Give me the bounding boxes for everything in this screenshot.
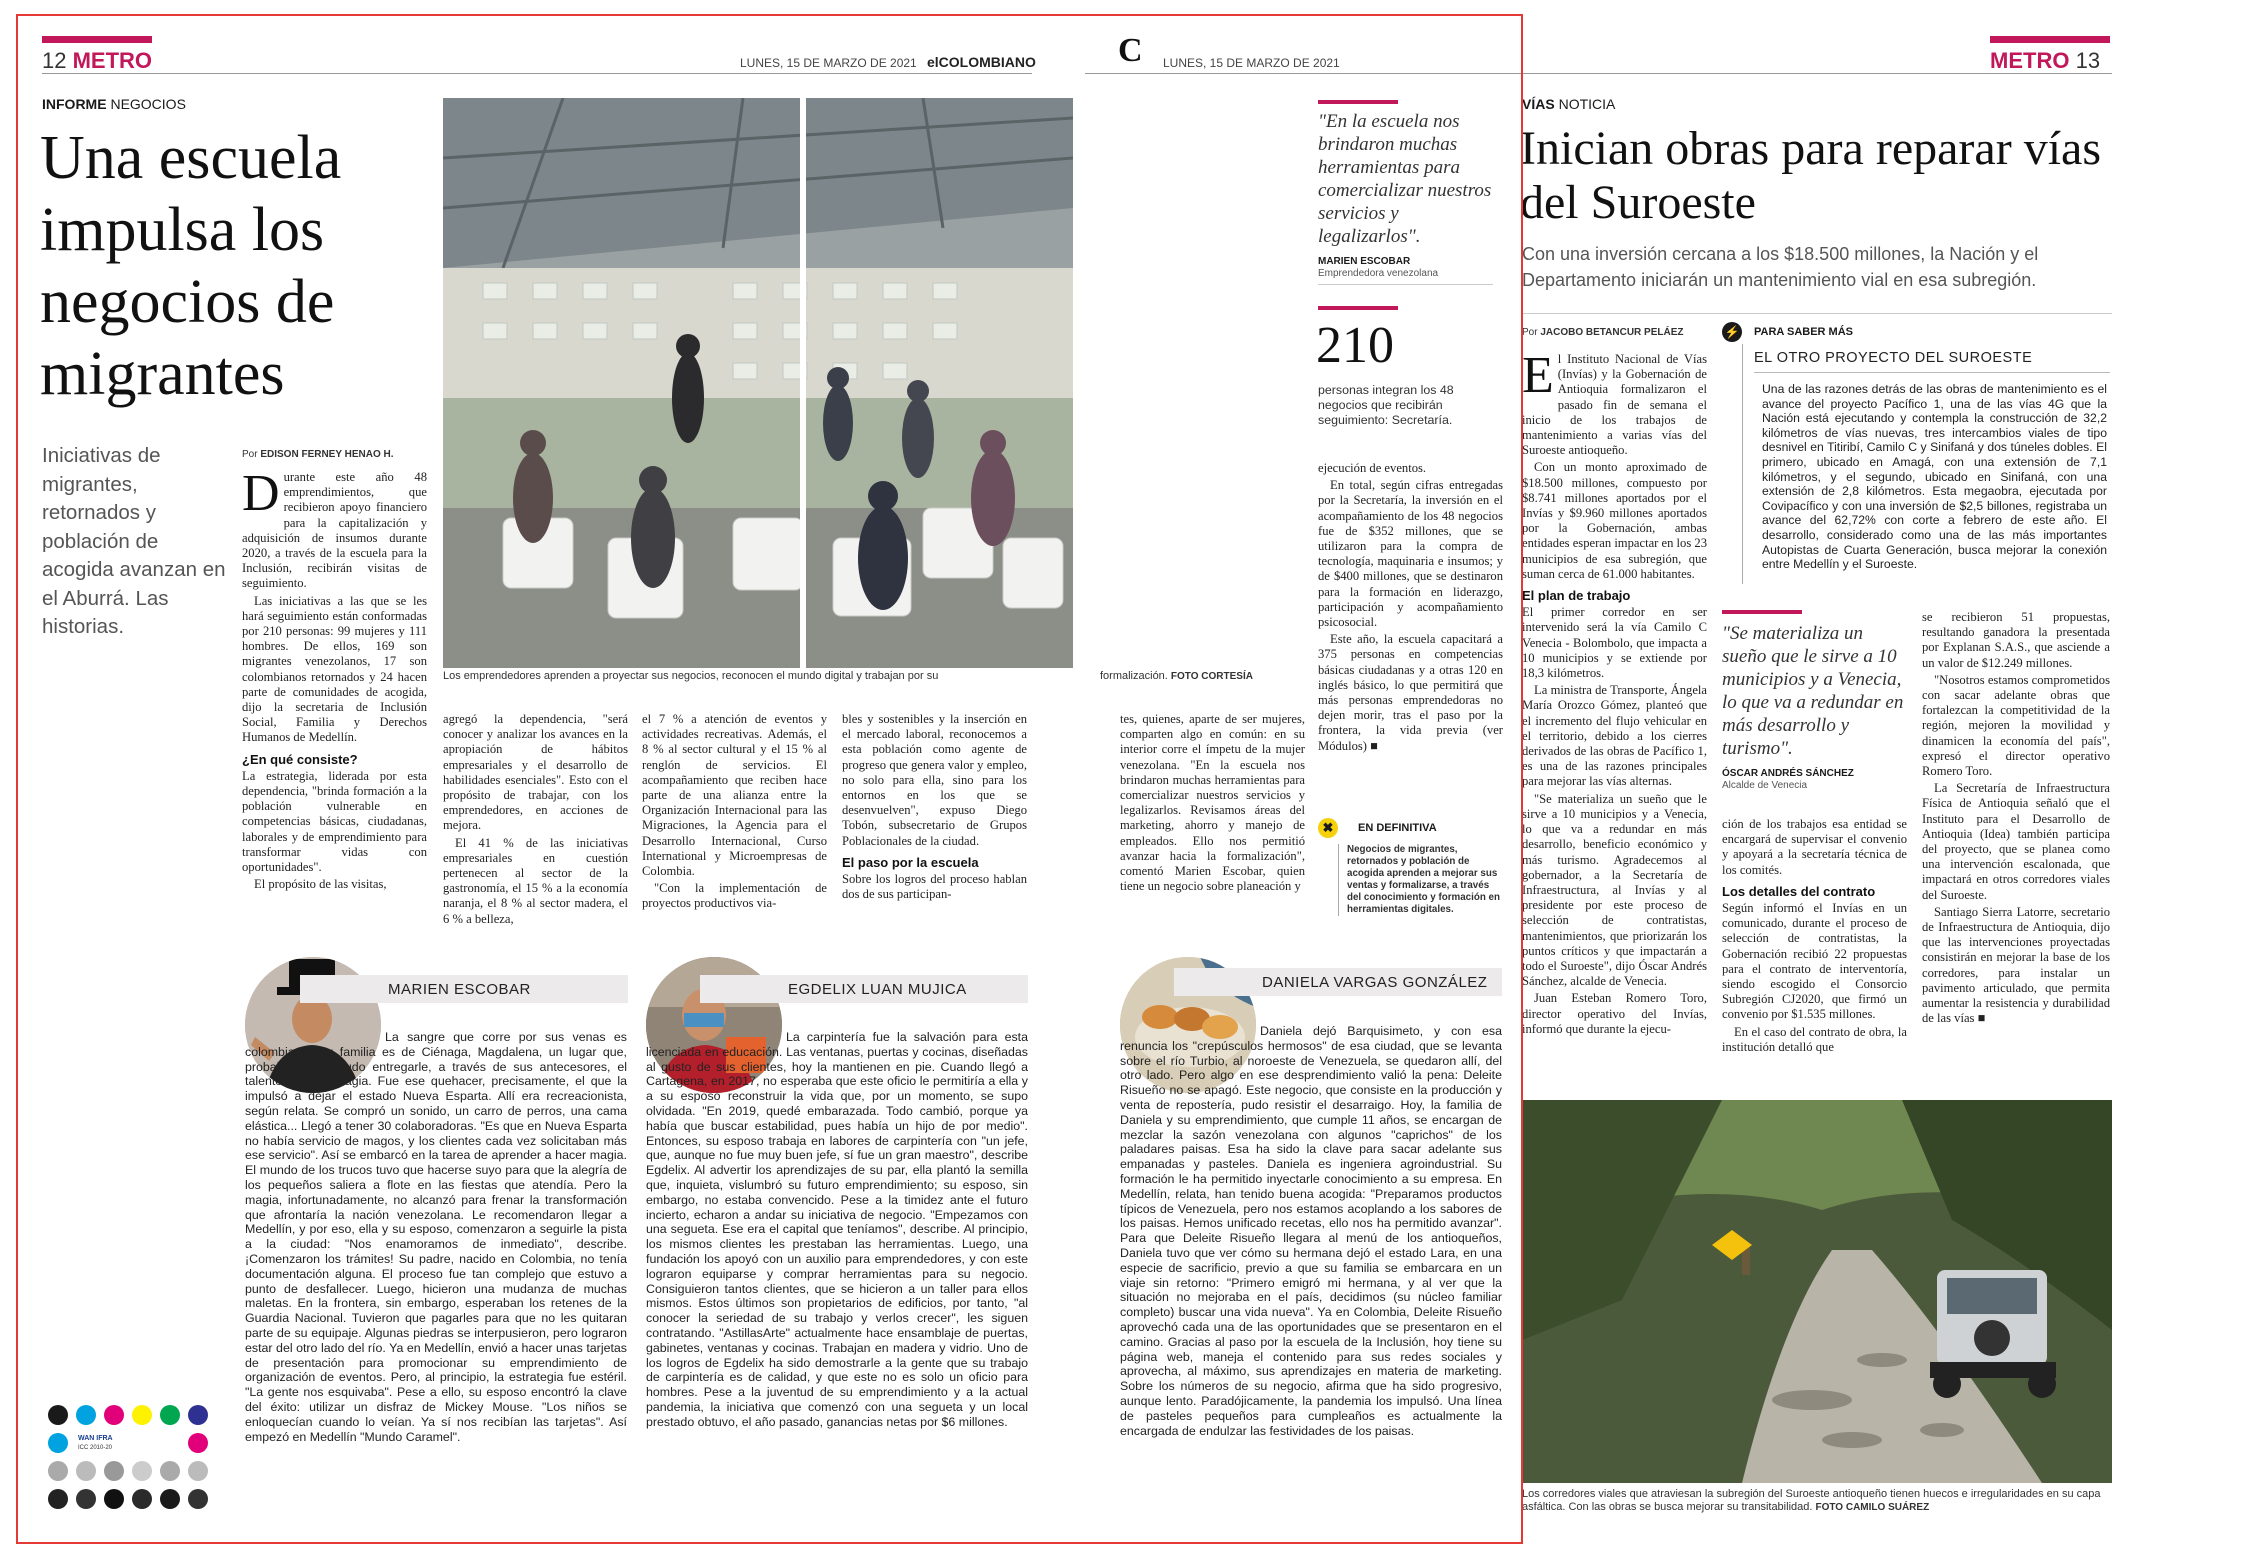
article2-headline: Inician obras para reparar vías del Suroeste: [1520, 122, 2102, 229]
photo-caption-2-wrap: [1100, 670, 1253, 683]
kicker-bold: INFORME: [42, 96, 107, 112]
kicker-light: NEGOCIOS: [110, 96, 186, 112]
a2-c3-p4: Santiago Sierra Latorre, secretario de Infraestructura de Antioquia, dijo que las intervenciones proyectadas consistirán en mejorar la base de los corredores, para instalar un pavimento articulado, que permita aumentar la resistencia y durabilidad de las vías ■: [1922, 904, 2110, 1026]
col1-p1: urante este año 48 emprendimientos, que recibieron apoyo financiero para la capitalización y adquisición de insumos durante 2020, a través de la escuela para la Inclusión, recibirán visitas de seguimiento.: [242, 470, 427, 591]
col2-p1: agregó la dependencia, "será conocer y analizar los avances en la apropiación de hábitos empresariales y el desarrollo de habilidades esenciales". Esto con el propósito de trabajar, con los emprendedores, en acciones de mejora.: [443, 712, 628, 833]
profile-marien-text: La sangre que corre por sus venas es colombiana. Su familia es de Ciénaga, Magdalena, un lugar que, probablemente, pudo entregarle, a través de sus antecesores, el talento para la magia. Fue ese quehacer, precisamente, el que la impulsó a dejar el estado Nueva Esparta. Allí era recreacionista, según relata. Se compró un sonido, un carro de perros, una cama elástica... Llegó a tener 30 colaboradoras. "Es que en Nueva Esparta no había servicio de magos, y los clientes cada vez solicitaban más ese servicio". Así se embarcó en la tarea de aprender a hacer magia. El mundo de los trucos tuvo que hacerse suyo para que la alegría de los pequeños saliera a flote en las fiestas que atendía. Pero la magia, infortunadamente, no alcanzó para frenar la transformación que afrontaría la nación venezolana. Le recomendaron llegar a Medellín, y por eso, ella y su esposo, comenzaron a seguirle la pista a la ciudad: "Nos enamoramos de inmediato", describe. ¡Comenzaron los trámites! Su padre, nacido en Colombia, no tenía documentación alguna. El proceso fue tan complejo que estuvo a punto de desfallecer. Luego, hicieron una mudanza de muchas maletas. En la frontera, sin embargo, esperaban los retenes de la Guardia Nacional. Tuvieron que pagarles para que no les quitaran parte de su equipaje. Algunas piedras se interpusieron, pero lograron estar del otro lado del río. Ya en Medellín, envió a hacer unas tarjetas de presentación para promocionar su emprendimiento de organización de eventos. Pero, al principio, la estrategia fue estéril. "La gente nos esquivaba". Pese a ello, su esposo encontró la clave del éxito: utilizar un disfraz de Mickey Mouse. "Los niños se enloquecían cuando lo veían. Ya sí nos recibían las tarjetas". Así empezó en Medellín "Mundo Caramel".: [245, 1030, 627, 1444]
byline-prefix: Por: [242, 449, 258, 460]
col4-p1: bles y sostenibles y la inserción en el mercado laboral, reconocemos a esta población como agente de progreso que genera valor y empleo, no solo para ella, sino para los entornos en los que se desenvuelven", expuso Diego Tobón, subsecretario de Grupos Poblacionales de la ciudad.: [842, 712, 1027, 848]
page-number-left: [42, 48, 152, 74]
header-rule-left: [42, 73, 1032, 74]
a2-c1-p5: "Se materializa un sueño que le sirve a 10 municipios y a Venecia, lo que va a redundar en más desarrollo, beneficio económico y más turismo. Agradecemos al gobernador, a la Secretaría de Infraestructura, al Invías y al presidente por este proceso de selección de contratistas, mantenimientos, que priorizarán los puntos críticos y que impactarán a todo el Suroeste", dijo Óscar Andrés Sánchez, alcalde de Venecia.: [1522, 791, 1707, 989]
header-rule-right: [1520, 73, 2112, 74]
summary-box: [1318, 818, 1503, 933]
top-rule-right: [1990, 36, 2110, 43]
stat-rule: [1318, 306, 1398, 310]
article2-column-1: [1522, 352, 1707, 1072]
info-box-text: Una de las razones detrás de las obras de mantenimiento es el avance del proyecto Pacífico 1, una de las vías 4G que la Nación está ejecutando y contempla la construcción de 32,2 kilómetros de vías nuevas, tres intercambios viales de tipo desnivel en Titiribí, Camilo C y Sinifaná y dos túneles dobles. El primero, ubicado en Amagá, con una extensión de 7,1 kilómetros, y el segundo, ubicado en Sinifaná, con una extensión de 2,8 kilómetros. Esta megaobra, ejecutada por Covipacífico y con una inversión de $2,5 billones, registraba un avance del 62,72% con corte a febrero de este año. El desarrollo, considerado como una de las más importantes Autopistas de Cuarta Generación, busca mejorar la conexión entre Medellín y el Suroeste.: [1762, 382, 2107, 572]
article2-deck-rule: [1522, 313, 2112, 314]
a2-pull-quote: "Se materializa un sueño que le sirve a 10 municipios y a Venecia, lo que va a redundar en más desarrollo y turismo".: [1722, 623, 1904, 759]
article2-kicker-bold: VÍAS: [1522, 96, 1555, 112]
profile-daniela-name: DANIELA VARGAS GONZÁLEZ: [1262, 974, 1488, 991]
a2-c2-p2: Según informó el Invías en un comunicado, durante el proceso de selección de contratistas, la Gobernación recibió 22 propuestas para el contrato de interventoría, siendo escogido el Consorcio Subregión CJ2020, que firmó un convenio por $1.535 millones.: [1722, 901, 1907, 1022]
article2-byline: [1522, 327, 1684, 338]
profile-daniela-text: Daniela dejó Barquisimeto, y con esa renuncia los "crepúsculos hermosos" de esa ciudad, que se levanta sobre el río Turbio, al noroeste de Venezuela, se quedaron allí, del otro lado. Pero algo en ese desprendimiento valió la pena: Deleite Risueño no se apagó. Este negocio, que consiste en la producción y venta de repostería, pudo resistir el desarraigo. Hoy, la familia de Daniela y su emprendimiento, que cumple 11 años, se encargan de mezclar la sazón venezolana con algunos "caprichos" de los paladares paisas. Esa ha sido la clave para sacar adelante sus empanadas y pasteles. Daniela es ingeniera agroindustrial. Su formación le ha permitido inyectarle conocimiento a su empresa. En Medellín, relata, han tenido buena acogida: "Preparamos productos típicos de Venezuela, pero nos estamos acoplando a los sabores de los paisas. Hemos unificado recetas, ello nos ha permitido avanzar". Para que Deleite Risueño llegara al menú de los antioqueños, Daniela tuvo que ver cómo su hermana dejó el estado Lara, en una especie de sacrificio, previo a que su familia se embarcara en un viaje sin retorno: "Primero emigró mi hermana, y al ver que la situación no mejoraba en el país, decidimos (su núcleo familiar completo) buscar una vida nueva". Ya en Colombia, Deleite Risueño aprovechó cada una de las oportunidades que se presentaron en el camino. Gracias al paso por la escuela de la Inclusión, hoy tiene su página web, maneja el contenido para sus redes sociales y aprovecha, al máximo, sus aprendizajes en materia de marketing. Sobre los números de su negocio, afirma que ha sido progresivo, aunque lento. Paradójicamente, la pandemia los impulsó. Una línea de pasteles pequeños para cumpleaños es actualmente la encargada de endulzar las festividades de los paisas.: [1120, 1024, 1502, 1438]
byline: [242, 449, 394, 460]
stat-number: 210: [1316, 317, 1394, 374]
col6-p3: Este año, la escuela capacitará a 375 personas en competencias básicas ciudadanas y a otras 120 en inglés básico, lo que permitirá que más personas emprendedoras no dejen morir, tras el paso por la frontera, la vida previa (ver Módulos) ■: [1318, 632, 1503, 753]
article-column-2: [443, 712, 628, 927]
workshop-photo-art: [443, 98, 1073, 668]
info-box-title: EL OTRO PROYECTO DEL SUROESTE: [1754, 350, 2033, 366]
col1-p4: El propósito de las visitas,: [254, 877, 387, 892]
photo-credit: FOTO CORTESÍA: [1170, 671, 1253, 682]
road-photo-art: [1522, 1100, 2112, 1483]
info-box: [1722, 322, 2112, 584]
header-date-left: LUNES, 15 DE MARZO DE 2021: [740, 56, 917, 70]
a2-c1-p3: El primer corredor en ser intervenido será la vía Camilo C Venecia - Bolombolo, que impacta a 10 municipios y se extiende por 18,3 kilómetros.: [1522, 605, 1707, 681]
road-photo: [1522, 1100, 2112, 1483]
calibration-code: ICC 2010-20: [78, 1445, 113, 1451]
col1-p2: Las iniciativas a las que se les hará seguimiento están conformadas por 210 personas: 99 mujeres y 111 hombres. De ellos, 169 son migrantes venezolanos, 17 son colombianos retornados y 24 hacen parte de comunidades de acogida, dijo la secretaria de Inclusión Social, Familia y Derechos Humanos de Medellín.: [242, 593, 427, 745]
article-column-5: [1120, 712, 1305, 927]
colombiano-logo-icon: C: [1118, 32, 1143, 69]
a2-quote-author: ÓSCAR ANDRÉS SÁNCHEZ: [1722, 768, 1854, 779]
article2-byline-prefix: Por: [1522, 327, 1538, 338]
calibration-label: WAN IFRA: [78, 1435, 113, 1442]
a2-subhead-plan: El plan de trabajo: [1522, 588, 1631, 604]
info-box-title-rule: [1754, 372, 2110, 373]
col6-p1: ejecución de eventos.: [1318, 461, 1427, 475]
article2-kicker: [1522, 96, 1615, 112]
paper-logo: elCOLOMBIANO: [927, 54, 1036, 70]
dropcap: D: [242, 470, 280, 522]
pull-quote: "En la escuela nos brindaron muchas herramientas para comercializar nuestros servicios y legalizarlos".: [1318, 111, 1492, 247]
info-box-icon: ⚡: [1722, 322, 1742, 342]
col2-p2: El 41 % de las iniciativas empresariales en cuestión pertenecen al sector de la gastronomía, el 15 % a la economía naranja, el 8 % al sector madera, el 6 % a belleza,: [443, 835, 628, 926]
page-number-right: 13: [2075, 48, 2101, 73]
page-number-right-wrap: [1990, 48, 2100, 74]
col1-p3: La estrategia, liderada por esta dependencia, "brinda formación a la población vulnerable en competencias básicas, ciudadanas, laborales y de emprendimiento para transformar vidas con oportunidades".: [242, 768, 427, 875]
summary-icon: ✖: [1318, 818, 1338, 838]
article2-column-2: [1722, 817, 1907, 1072]
col3-p2: "Con la implementación de proyectos productivos via-: [642, 881, 827, 911]
col5-p1: tes, quienes, aparte de ser mujeres, comparten algo en común: en su interior corre el ímpetu de la mujer venezolana. "En la escuela nos brindaron muchas herramientas para comercializar nuestros servicios y legalizarlos. Revisamos áreas del marketing, ahorro y manejo de empleados. Ello nos permitió avanzar hacia la formalización", comentó Marien Escobar, quien tiene un negocio sobre planeación y: [1120, 712, 1305, 894]
page-number: 12: [42, 48, 67, 73]
info-box-border: [1742, 344, 1743, 584]
header-rule-center: [1085, 73, 1525, 74]
a2-c3-p2: "Nosotros estamos comprometidos con sacar adelante obras que fortalezcan la competitividad de la región, mejoren la movilidad y dinamicen la economía del país", expresó el director operativo Romero Toro.: [1922, 672, 2110, 779]
article-column-6: [1318, 461, 1503, 831]
photo-caption-1: Los emprendedores aprenden a proyectar sus negocios, reconocen el mundo digital y trabajan por su: [443, 670, 939, 682]
col6-p2: En total, según cifras entregadas por la Secretaría, la inversión en el acompañamiento de los 48 negocios fue de $352 millones, que se utilizaron para la compra de tecnología, maquinaria e insumos; y de $400 millones, que se destinaron para la formación en liderazgo, participación y acompañamiento psicosocial.: [1318, 478, 1503, 630]
article-column-3: [642, 712, 827, 927]
a2-quote-role: Alcalde de Venecia: [1722, 780, 1808, 791]
stat-text: personas integran los 48 negocios que recibirán seguimiento: Secretaría.: [1318, 383, 1454, 427]
a2-c1-p4: La ministra de Transporte, Ángela María Orozco Gómez, planteó que el incremento del flujo vehicular en el territorio, debido a los cierres derivados de las obras de Pacífico 1, es una de las razones principales para mejorar las vías alternas.: [1522, 683, 1707, 789]
a2-c1-p6: Juan Esteban Romero Toro, director operativo del Invías, informó que durante la ejecu-: [1522, 991, 1707, 1036]
a2-subhead-contrato: Los detalles del contrato: [1722, 883, 1876, 899]
quote-author: MARIEN ESCOBAR: [1318, 256, 1411, 267]
section-name-right: METRO: [1990, 48, 2070, 73]
subhead-paso-escuela: El paso por la escuela: [842, 854, 979, 870]
article2-column-3: [1922, 610, 2110, 1072]
article2-byline-name: JACOBO BETANCUR PELÁEZ: [1540, 327, 1684, 338]
header-date-center: LUNES, 15 DE MARZO DE 2021: [1163, 56, 1340, 70]
a2-c1-p2: Con un monto aproximado de $18.500 millones, compuesto por $8.741 millones aportados por el Invías y $9.960 millones aportados por la Gobernación, ambas entidades esperan impactar en los 23 municipios de esa subregión, que suman cerca de 61.000 habitantes.: [1522, 460, 1707, 581]
col4-p2: Sobre los logros del proceso hablan dos de sus participan-: [842, 872, 1027, 902]
a2-c1-p1: l Instituto Nacional de Vías (Invías) y la Gobernación de Antioquia formalizaron el pasado fin de semana el inicio de los trabajos de mantenimiento a varias vías del Suroeste antioqueño.: [1522, 352, 1707, 458]
article2-deck: Con una inversión cercana a los $18.500 millones, la Nación y el Departamento iniciarán un mantenimiento vial en esa subregión.: [1522, 244, 2039, 290]
road-photo-credit: FOTO CAMILO SUÁREZ: [1815, 1502, 1930, 1513]
summary-label: EN DEFINITIVA: [1358, 822, 1437, 834]
quote-role: Emprendedora venezolana: [1318, 268, 1439, 279]
deck: Iniciativas de migrantes, retornados y población de acogida avanzan en el Aburrá. Las historias.: [42, 444, 226, 638]
col3-p1: el 7 % a atención de eventos y actividades recreativas. Además, el 8 % al sector cultural y el 15 % al renglón de servicios. El acompañamiento que reciben hace parte de una alianza entre la Organización Internacional para las Migraciones, la Agencia para el Desarrollo Internacional, Curso International y Microempresas de Colombia.: [642, 712, 827, 879]
article2-dropcap: E: [1522, 352, 1554, 404]
headline: Una escuela impulsa los negocios de migrantes: [40, 124, 342, 408]
a2-c3-p3: La Secretaría de Infraestructura Física de Antioquia señaló que el Instituto para el Desarrollo de Antioquia (Idea) también participa del proyecto, que se planea como una intervención escalonada, que impactará en otros corredores viales del Suroeste.: [1922, 781, 2110, 902]
article2-kicker-light: NOTICIA: [1558, 96, 1616, 112]
a2-quote-rule: [1722, 610, 1802, 614]
article-column-4: [842, 712, 1027, 927]
photo-caption-2: formalización.: [1100, 670, 1168, 682]
road-photo-caption: [1522, 1488, 2112, 1514]
profile-egdelix-text: La carpintería fue la salvación para esta licenciada en educación. Las ventanas, puertas y cocinas, diseñadas al gusto de sus clientes, hoy la mantienen en pie. Cuando llegó a Cartagena, en 2017, no esperaba que este oficio le permitiría a ella y a su esposo reconstruir la vida que, por un momento, se supo olvidada. "En 2019, quedé embarazada. Todo cambió, porque ya había que buscar estabilidad, pues había un hijo de por medio". Entonces, su esposo trabaja en labores de carpintería con "un jefe, que, aunque no fue muy buen jefe, sí fue un gran maestro", describe Egdelix. Al advertir los aprendizajes de su par, ella plantó la semilla que, inquieta, vislumbró su futuro emprendimiento; su esposo, sin embargo, no estaba convencido. Pese a la timidez ante el futuro incierto, echaron a andar su iniciativa de negocio. "Empezamos con una segueta. Ese era el capital que teníamos", describe. Al principio, los mismos clientes les prestaban las herramientas. Luego, una fundación los apoyó con un auxilio para emprendedores, y con este lograron equiparse y comprar herramientas para su negocio. Consiguieron tantos clientes, que se hicieron a un taller para ellos mismos. Estos últimos son propietarios de edificios, por tanto, "al conocer la seriedad de su trabajo y verlos crecer", les siguen contratando. "AstillasArte" actualmente hace ensamblaje de puertas, gabinetes, ventanas y cocinas. Trabajan en madera y vidrio. Uno de los logros de Egdelix ha sido demostrarle a la gente que su trabajo de carpintería es de calidad, y que este no es solo un oficio para hombres. Pese a la juventud de su emprendimiento y a la actual pandemia, la iniciativa que comenzó con una segueta y un local prestado obtuvo, el año pasado, ganancias netas por $6 millones.: [646, 1030, 1028, 1429]
article-column-1: [242, 470, 427, 925]
profile-egdelix-name: EGDELIX LUAN MUJICA: [788, 981, 967, 998]
a2-c2-p3: En el caso del contrato de obra, la institución detalló que: [1722, 1024, 1907, 1054]
quote-divider: [1318, 284, 1493, 285]
color-calibration-art: [46, 1403, 222, 1521]
top-rule-left: [42, 36, 152, 43]
info-box-label: PARA SABER MÁS: [1754, 326, 1854, 338]
summary-text: Negocios de migrantes, retornados y población de acogida aprenden a mejorar sus ventas y formalizarse, a través del conocimiento y formación en herramientas digitales.: [1338, 844, 1503, 916]
quote-rule: [1318, 100, 1398, 104]
road-caption-text: Los corredores viales que atraviesan la subregión del Suroeste antioqueño tienen huecos e irregularidades en su capa asfáltica. Con las obras se busca mejorar su transitabilidad.: [1522, 1488, 2101, 1513]
byline-name: EDISON FERNEY HENAO H.: [260, 449, 394, 460]
workshop-photo: [443, 98, 1073, 668]
a2-c2-p1: ción de los trabajos esa entidad se encargará de supervisar el convenio y apoyará a la secretaría técnica de los comités.: [1722, 817, 1907, 877]
section-name: METRO: [72, 48, 153, 73]
color-calibration-bar: [46, 1403, 222, 1521]
kicker: [42, 96, 186, 112]
subhead-que-consiste: ¿En qué consiste?: [242, 751, 358, 767]
profile-marien-name: MARIEN ESCOBAR: [388, 981, 531, 998]
a2-c3-p1: se recibieron 51 propuestas, resultando ganadora la presentada por Explanan S.A.S., que asciende a un valor de $12.249 millones.: [1922, 610, 2110, 670]
